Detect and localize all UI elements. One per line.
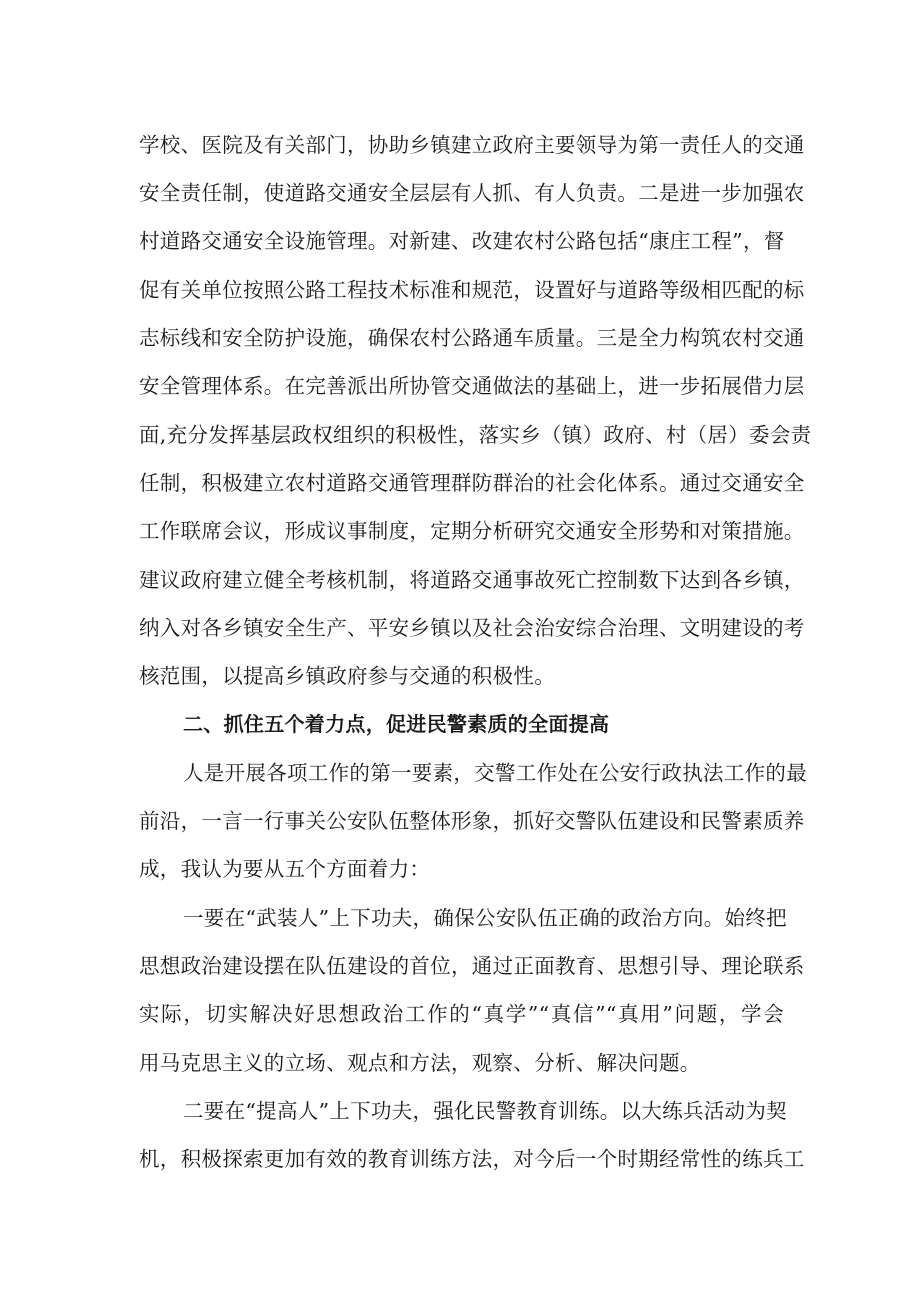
paragraph-line: 村道路交通安全设施管理。对新建、改建农村公路包括“康庄工程”，督 [139,229,785,253]
paragraph-line: 思想政治建设摆在队伍建设的首位，通过正面教育、思想引导、理论联系 [139,954,805,978]
paragraph-line: 志标线和安全防护设施，确保农村公路通车质量。三是全力构筑农村交通 [139,326,805,350]
paragraph-line: 安全管理体系。在完善派出所协管交通做法的基础上，进一步拓展借力层 [139,374,805,398]
paragraph-line: 一要在“武装人”上下功夫，确保公安队伍正确的政治方向。始终把 [183,906,787,930]
paragraph-line: 用马克思主义的立场、观点和方法，观察、分析、解决问题。 [139,1051,701,1075]
paragraph-line: 核范围，以提高乡镇政府参与交通的积极性。 [139,664,555,688]
paragraph-line: 工作联席会议，形成议事制度，定期分析研究交通安全形势和对策措施。 [139,519,805,543]
paragraph-line: 前沿，一言一行事关公安队伍整体形象，抓好交警队伍建设和民警素质养 [139,809,805,833]
paragraph-line: 学校、医院及有关部门，协助乡镇建立政府主要领导为第一责任人的交通 [139,133,805,157]
paragraph-line: 建议政府建立健全考核机制，将道路交通事故死亡控制数下达到各乡镇， [139,568,805,592]
paragraph-line: 机，积极探索更加有效的教育训练方法，对今后一个时期经常性的练兵工 [139,1147,805,1171]
section-heading: 二、抓住五个着力点，促进民警素质的全面提高 [183,712,610,736]
paragraph-line: 安全责任制，使道路交通安全层层有人抓、有人负责。二是进一步加强农 [139,181,805,205]
paragraph-line: 纳入对各乡镇安全生产、平安乡镇以及社会治安综合治理、文明建设的考 [139,616,805,640]
paragraph-line: 成，我认为要从五个方面着力： [139,857,431,881]
paragraph-line: 二要在“提高人”上下功夫，强化民警教育训练。以大练兵活动为契 [183,1099,787,1123]
paragraph-line: 促有关单位按照公路工程技术标准和规范，设置好与道路等级相匹配的标 [139,278,805,302]
paragraph-line: 面,充分发挥基层政权组织的积极性，落实乡（镇）政府、村（居）委会责 [139,423,812,447]
paragraph-line: 人是开展各项工作的第一要素，交警工作处在公安行政执法工作的最 [183,761,807,785]
paragraph-line: 实际，切实解决好思想政治工作的“真学”“真信”“真用”问题，学会 [139,1002,784,1026]
paragraph-line: 任制，积极建立农村道路交通管理群防群治的社会化体系。通过交通安全 [139,471,805,495]
